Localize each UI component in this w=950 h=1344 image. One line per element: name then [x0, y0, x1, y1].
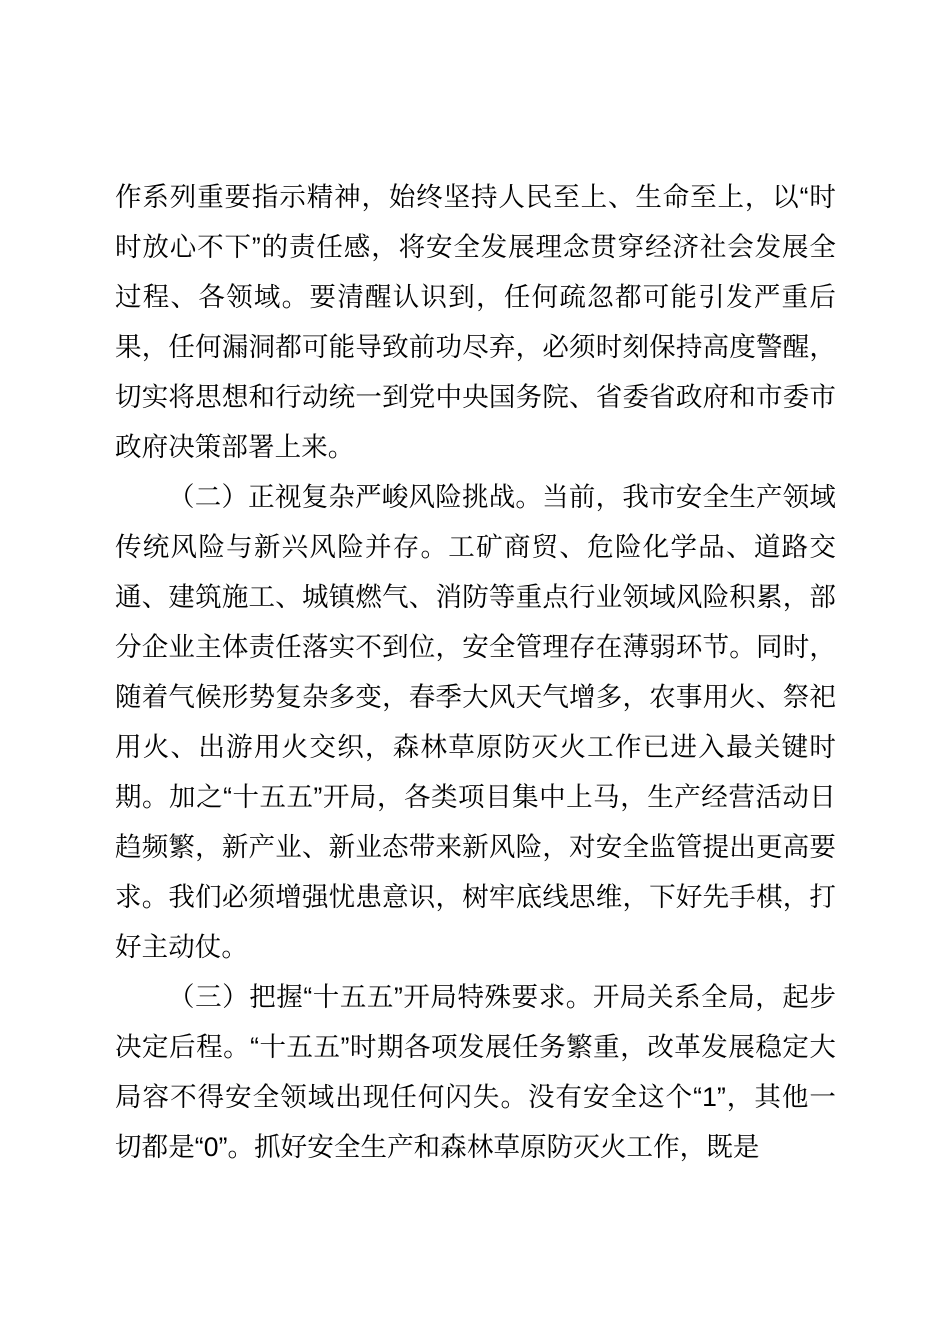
- paragraph-section-2: （二）正视复杂严峻风险挑战。当前，我市安全生产领域传统风险与新兴风险并存。工矿商贸、危险化学品、道路交通、建筑施工、城镇燃气、消防等重点行业领域风险积累，部分企业主体责任落实不到位，安全管理存在薄弱环节。同时，随着气候形势复杂多变，春季大风天气增多，农事用火、祭祀用火、出游用火交织，森林草原防灭火工作已进入最关键时期。加之“十五五”开局，各类项目集中上马，生产经营活动日趋频繁，新产业、新业态带来新风险，对安全监管提出更高要求。我们必须增强忧患意识，树牢底线思维，下好先手棋，打好主动仗。: [115, 482, 836, 962]
- document-text-block: [115, 172, 836, 1172]
- paragraph-continuation: 作系列重要指示精神，始终坚持人民至上、生命至上，以“时时放心不下”的责任感，将安全发展理念贯穿经济社会发展全过程、各领域。要清醒认识到，任何疏忽都可能引发严重后果，任何漏洞都可能导致前功尽弃，必须时刻保持高度警醒，切实将思想和行动统一到党中央国务院、省委省政府和市委市政府决策部署上来。: [115, 182, 836, 462]
- paragraph-section-3: （三）把握“十五五”开局特殊要求。开局关系全局，起步决定后程。“十五五”时期各项发展任务繁重，改革发展稳定大局容不得安全领域出现任何闪失。没有安全这个“1”，其他一切都是“0”。抓好安全生产和森林草原防灭火工作，既是: [115, 982, 836, 1162]
